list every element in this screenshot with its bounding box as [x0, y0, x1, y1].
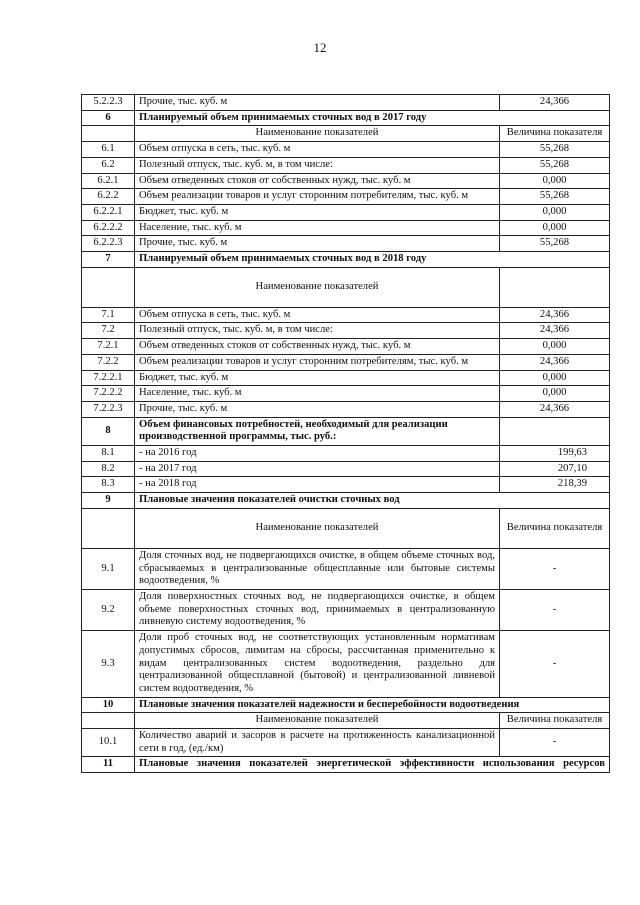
header-number-cell [82, 508, 135, 548]
section-row [82, 417, 610, 445]
row-number: 7.2.2.1 [82, 370, 135, 386]
header-number-cell [82, 267, 135, 307]
row-number: 7.2 [82, 323, 135, 339]
table-row [82, 631, 610, 698]
row-value: 0,000 [500, 220, 610, 236]
column-header-value: Величина показателя [500, 508, 610, 548]
column-header-name: Наименование показателей [135, 713, 500, 729]
row-value: 24,366 [500, 95, 610, 111]
page-number: 12 [313, 40, 327, 55]
row-label: Объем отведенных стоков от собственных нужд, тыс. куб. м [135, 339, 500, 355]
column-header-name: Наименование показателей [135, 126, 500, 142]
row-number: 7.2.1 [82, 339, 135, 355]
table-row [82, 307, 610, 323]
row-value: - [500, 729, 610, 757]
row-value: 0,000 [500, 386, 610, 402]
section-number: 8 [82, 417, 135, 445]
row-number: 6.2.2.2 [82, 220, 135, 236]
row-label: Прочие, тыс. куб. м [135, 236, 500, 252]
row-value: 207,10 [500, 461, 610, 477]
table-row [82, 173, 610, 189]
section-title: Плановые значения показателей надежности и бесперебойности водоотведения [135, 697, 610, 713]
table-row [82, 157, 610, 173]
row-number: 8.2 [82, 461, 135, 477]
table-row [82, 189, 610, 205]
section-number: 10 [82, 697, 135, 713]
section-value-cell [500, 417, 610, 445]
row-label: Доля сточных вод, не подвергающихся очистке, в общем объеме сточных вод, сбрасываемых в централизованные общесплавные или бытовые системы водоотведения, % [135, 548, 500, 589]
row-number: 6.2 [82, 157, 135, 173]
row-label: Объем реализации товаров и услуг сторонним потребителям, тыс. куб. м [135, 189, 500, 205]
row-value: 0,000 [500, 339, 610, 355]
row-value: 0,000 [500, 370, 610, 386]
table-row [82, 236, 610, 252]
row-number: 7.2.2.2 [82, 386, 135, 402]
row-number: 8.3 [82, 477, 135, 493]
table-row [82, 461, 610, 477]
header-number-cell [82, 713, 135, 729]
row-number: 9.3 [82, 631, 135, 698]
row-number: 7.2.2.3 [82, 401, 135, 417]
row-label: Бюджет, тыс. куб. м [135, 204, 500, 220]
row-value: 0,000 [500, 204, 610, 220]
column-header-name: Наименование показателей [135, 508, 500, 548]
row-label: Полезный отпуск, тыс. куб. м, в том числе: [135, 157, 500, 173]
row-label: - на 2017 год [135, 461, 500, 477]
column-header-name: Наименование показателей [135, 267, 500, 307]
row-label: Прочие, тыс. куб. м [135, 95, 500, 111]
row-value: 24,366 [500, 307, 610, 323]
row-value: 0,000 [500, 173, 610, 189]
column-header-value: Величина показателя [500, 713, 610, 729]
section-number: 6 [82, 110, 135, 126]
column-header-value [500, 267, 610, 307]
indicators-table [81, 94, 610, 773]
section-row [82, 697, 610, 713]
table-row [82, 142, 610, 158]
section-row [82, 110, 610, 126]
table-row [82, 401, 610, 417]
row-number: 6.2.2 [82, 189, 135, 205]
row-value: 24,366 [500, 323, 610, 339]
section-row [82, 757, 610, 773]
row-label: Полезный отпуск, тыс. куб. м, в том числе: [135, 323, 500, 339]
section-number: 11 [82, 757, 135, 773]
row-value: - [500, 631, 610, 698]
row-number: 8.1 [82, 446, 135, 462]
table-row [82, 204, 610, 220]
table-row [82, 323, 610, 339]
row-number: 6.2.1 [82, 173, 135, 189]
row-value: 199,63 [500, 446, 610, 462]
table-row [82, 95, 610, 111]
table-row [82, 339, 610, 355]
row-label: Объем отпуска в сеть, тыс. куб. м [135, 307, 500, 323]
table-row [82, 477, 610, 493]
row-label: Количество аварий и засоров в расчете на протяженность канализационной сети в год, (ед./км) [135, 729, 500, 757]
row-number: 6.2.2.3 [82, 236, 135, 252]
row-value: 55,268 [500, 157, 610, 173]
row-label: Бюджет, тыс. куб. м [135, 370, 500, 386]
column-header-row [82, 508, 610, 548]
row-label: - на 2018 год [135, 477, 500, 493]
table-row [82, 589, 610, 630]
row-number: 6.1 [82, 142, 135, 158]
section-title: Планируемый объем принимаемых сточных вод в 2018 году [135, 252, 610, 268]
row-label: Население, тыс. куб. м [135, 220, 500, 236]
row-value: 55,268 [500, 189, 610, 205]
row-number: 10.1 [82, 729, 135, 757]
row-value: 218,39 [500, 477, 610, 493]
row-label: Объем отведенных стоков от собственных нужд, тыс. куб. м [135, 173, 500, 189]
row-number: 7.2.2 [82, 354, 135, 370]
row-number: 9.1 [82, 548, 135, 589]
row-label: Объем отпуска в сеть, тыс. куб. м [135, 142, 500, 158]
row-label: Население, тыс. куб. м [135, 386, 500, 402]
column-header-value: Величина показателя [500, 126, 610, 142]
row-value: 55,268 [500, 236, 610, 252]
row-value: 24,366 [500, 354, 610, 370]
section-title: Плановые значения показателей очистки сточных вод [135, 493, 610, 509]
table-row [82, 354, 610, 370]
table-row [82, 220, 610, 236]
section-title: Планируемый объем принимаемых сточных вод в 2017 году [135, 110, 610, 126]
section-row [82, 252, 610, 268]
table-row [82, 729, 610, 757]
section-number: 7 [82, 252, 135, 268]
section-row [82, 493, 610, 509]
row-number: 6.2.2.1 [82, 204, 135, 220]
row-label: Прочие, тыс. куб. м [135, 401, 500, 417]
row-number: 5.2.2.3 [82, 95, 135, 111]
table-row [82, 548, 610, 589]
row-value: 24,366 [500, 401, 610, 417]
table-row [82, 446, 610, 462]
row-value: 55,268 [500, 142, 610, 158]
row-number: 9.2 [82, 589, 135, 630]
row-value: - [500, 548, 610, 589]
table-row [82, 370, 610, 386]
row-value: - [500, 589, 610, 630]
section-title: Плановые значения показателей энергетической эффективности использования ресурсов [135, 757, 610, 773]
column-header-row [82, 267, 610, 307]
row-label: - на 2016 год [135, 446, 500, 462]
column-header-row [82, 126, 610, 142]
table-row [82, 386, 610, 402]
section-title: Объем финансовых потребностей, необходимый для реализации производственной программы, тыс. руб.: [135, 417, 500, 445]
row-label: Доля поверхностных сточных вод, не подвергающихся очистке, в общем объеме поверхностных сточных вод, принимаемых в централизованную ливневую систему водоотведения, % [135, 589, 500, 630]
row-number: 7.1 [82, 307, 135, 323]
header-number-cell [82, 126, 135, 142]
section-number: 9 [82, 493, 135, 509]
row-label: Доля проб сточных вод, не соответствующих установленным нормативам допустимых сбросов, лимитам на сбросы, рассчитанная применительно к видам централизованных систем водоотведения, раздельно для централизованной общесплавной (бытовой) и централизованной ливневой систем водоотведения, % [135, 631, 500, 698]
row-label: Объем реализации товаров и услуг сторонним потребителям, тыс. куб. м [135, 354, 500, 370]
column-header-row [82, 713, 610, 729]
